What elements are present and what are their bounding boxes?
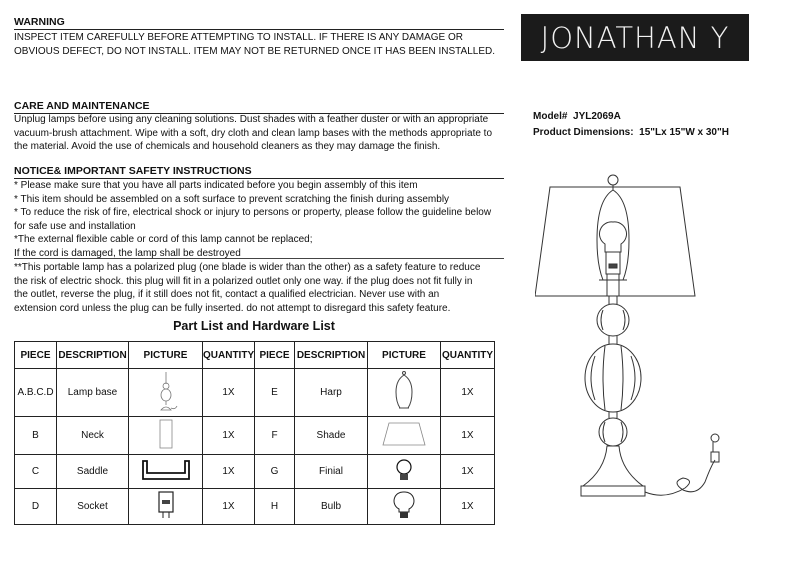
notice-line: for safe use and installation — [14, 220, 136, 232]
bulb-icon — [393, 490, 415, 520]
quantity-cell: 1X — [441, 489, 495, 525]
warning-title: WARNING — [14, 16, 504, 30]
table-row — [15, 369, 495, 417]
plug-line: **This portable lamp has a polarized plug (one blade is wider than the other) as a safety feature to reduce — [14, 262, 481, 273]
piece-cell: G — [255, 455, 295, 489]
piece-cell: C — [15, 455, 57, 489]
dims-value: 15"Lx 15"W x 30"H — [639, 127, 729, 138]
picture-cell — [368, 417, 441, 455]
care-line: vacuum-brush attachment. Wipe with a soft, dry cloth and clean lamp bases with the methods appropriate to — [14, 127, 493, 139]
parts-table — [14, 341, 495, 525]
header-quantity: QUANTITY — [441, 342, 495, 369]
socket-icon — [156, 490, 176, 520]
description-cell: Bulb — [295, 489, 368, 525]
plug-line: the risk of electric shock. this plug will fit in a polarized outlet only one way. if the plug does not fit fully in — [14, 275, 473, 287]
piece-cell: D — [15, 489, 57, 525]
header-piece: PIECE — [255, 342, 295, 369]
picture-cell — [129, 417, 203, 455]
quantity-cell: 1X — [203, 417, 255, 455]
quantity-cell: 1X — [441, 369, 495, 417]
harp-icon — [389, 370, 419, 412]
warning-line: INSPECT ITEM CAREFULLY BEFORE ATTEMPTING TO INSTALL. IF THERE IS ANY DAMAGE OR — [14, 32, 463, 43]
socket-part — [606, 252, 620, 274]
model-value: JYL2069A — [573, 111, 621, 122]
small-ball-part — [597, 304, 629, 336]
header-picture: PICTURE — [129, 342, 203, 369]
neck-part — [607, 274, 619, 296]
finial-part — [608, 175, 618, 185]
picture-cell — [129, 489, 203, 525]
product-dimensions — [533, 125, 729, 141]
description-cell: Socket — [57, 489, 129, 525]
shade-icon — [379, 419, 429, 449]
cord-part — [645, 460, 715, 495]
brand-logo: JONATHAN Y — [521, 14, 749, 61]
piece-cell: E — [255, 369, 295, 417]
piece-cell: H — [255, 489, 295, 525]
lamp-base-icon — [151, 370, 181, 412]
quantity-cell: 1X — [203, 489, 255, 525]
header-piece: PIECE — [15, 342, 57, 369]
picture-cell — [129, 455, 203, 489]
plug-line: the outlet, reverse the plug, if it still does not fit, contact a qualified electrician. Never use with an — [14, 289, 440, 300]
care-title: CARE AND MAINTENANCE — [14, 100, 504, 114]
description-cell: Saddle — [57, 455, 129, 489]
finial-icon — [392, 456, 416, 484]
picture-cell — [368, 489, 441, 525]
bulb-part — [599, 222, 626, 252]
plug-notice-text — [14, 261, 480, 315]
description-cell: Neck — [57, 417, 129, 455]
notice-text — [14, 179, 491, 260]
table-header-row — [15, 342, 495, 369]
header-quantity: QUANTITY — [203, 342, 255, 369]
warning-text — [14, 31, 495, 58]
table-row — [15, 455, 495, 489]
quantity-cell: 1X — [203, 455, 255, 489]
picture-cell — [129, 369, 203, 417]
care-line: Unplug lamps before using any cleaning solutions. Dust shades with a feather duster or with an appropriate — [14, 114, 489, 125]
picture-cell — [368, 369, 441, 417]
lamp-illustration — [535, 170, 785, 510]
piece-cell: F — [255, 417, 295, 455]
product-info — [533, 109, 729, 141]
plug-line: extension cord unless the plug can be fully inserted. do not attempt to disregard this safety feature. — [14, 302, 451, 314]
notice-line: * This item should be assembled on a soft surface to prevent scratching the finish during assembly — [14, 193, 450, 205]
quantity-cell: 1X — [441, 455, 495, 489]
parts-title: Part List and Hardware List — [173, 319, 335, 333]
notice-line: * To reduce the risk of fire, electrical shock or injury to persons or property, please follow the guideline below — [14, 207, 492, 218]
description-cell: Harp — [295, 369, 368, 417]
header-description: DESCRIPTION — [57, 342, 129, 369]
warning-line: OBVIOUS DEFECT, DO NOT INSTALL. ITEM MAY NOT BE RETURNED ONCE IT HAS BEEN INSTALLED. — [14, 45, 496, 57]
header-picture: PICTURE — [368, 342, 441, 369]
model-number — [533, 109, 729, 125]
care-line: the material. Avoid the use of chemicals and household cleaners as they may damage the finish. — [14, 141, 441, 152]
piece-cell: B — [15, 417, 57, 455]
notice-line: If the cord is damaged, the lamp shall be destroyed — [14, 247, 241, 259]
table-row — [15, 489, 495, 525]
header-description: DESCRIPTION — [295, 342, 368, 369]
description-cell: Finial — [295, 455, 368, 489]
care-text — [14, 113, 492, 154]
description-cell: Lamp base — [57, 369, 129, 417]
quantity-cell: 1X — [203, 369, 255, 417]
neck-icon — [156, 418, 176, 450]
picture-cell — [368, 455, 441, 489]
model-label: Model# — [533, 111, 568, 122]
notice-line: *The external flexible cable or cord of this lamp cannot be replaced; — [14, 234, 313, 245]
dims-label: Product Dimensions: — [533, 127, 634, 138]
quantity-cell: 1X — [441, 417, 495, 455]
base-part — [583, 446, 643, 486]
piece-cell: A.B.C.D — [15, 369, 57, 417]
notice-title: NOTICE& IMPORTANT SAFETY INSTRUCTIONS — [14, 165, 504, 179]
saddle-icon — [139, 457, 193, 483]
notice-line: * Please make sure that you have all parts indicated before you begin assembly of this item — [14, 180, 418, 191]
divider — [14, 258, 504, 259]
description-cell: Shade — [295, 417, 368, 455]
large-ball-part — [585, 344, 641, 412]
table-row — [15, 417, 495, 455]
